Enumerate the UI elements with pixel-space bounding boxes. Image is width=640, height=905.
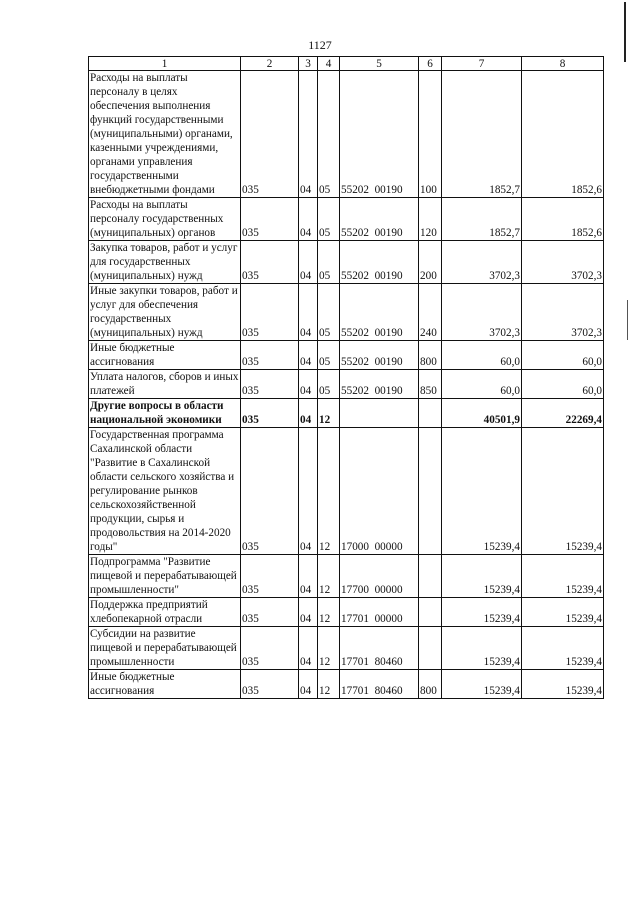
amount-cell: 60,0 <box>442 370 522 399</box>
expense-type-cell <box>419 555 442 598</box>
expense-type-cell <box>419 399 442 428</box>
column-header: 2 <box>241 57 299 71</box>
row-name-cell: Расходы на выплаты персоналу государственных (муниципальных) органов <box>89 198 241 241</box>
table-row <box>89 555 604 598</box>
section-code-cell: 04 <box>299 71 318 198</box>
table-row <box>89 627 604 670</box>
expense-type-cell: 100 <box>419 71 442 198</box>
table-row <box>89 428 604 555</box>
scan-edge-mark <box>627 300 628 340</box>
column-header: 6 <box>419 57 442 71</box>
section-code-cell: 04 <box>299 627 318 670</box>
program-code-cell: 55202 00190 <box>340 241 419 284</box>
row-name-cell: Иные бюджетные ассигнования <box>89 670 241 699</box>
amount-cell: 15239,4 <box>522 428 604 555</box>
expense-type-cell <box>419 598 442 627</box>
amount-cell: 3702,3 <box>442 284 522 341</box>
row-name-cell: Закупка товаров, работ и услуг для государственных (муниципальных) нужд <box>89 241 241 284</box>
expense-type-cell <box>419 428 442 555</box>
expense-type-cell: 800 <box>419 670 442 699</box>
amount-cell: 1852,6 <box>522 198 604 241</box>
column-header: 1 <box>89 57 241 71</box>
amount-cell: 40501,9 <box>442 399 522 428</box>
section-code-cell: 04 <box>299 284 318 341</box>
amount-cell: 15239,4 <box>442 428 522 555</box>
subsection-code-cell: 12 <box>318 555 340 598</box>
subsection-code-cell: 05 <box>318 370 340 399</box>
table-row <box>89 241 604 284</box>
page-number: 1127 <box>308 38 332 52</box>
amount-cell: 15239,4 <box>442 598 522 627</box>
budget-table <box>88 56 604 699</box>
section-code-cell: 04 <box>299 399 318 428</box>
ministry-code-cell: 035 <box>241 627 299 670</box>
table-row <box>89 670 604 699</box>
subsection-code-cell: 05 <box>318 198 340 241</box>
section-code-cell: 04 <box>299 598 318 627</box>
table-row <box>89 284 604 341</box>
expense-type-cell: 800 <box>419 341 442 370</box>
amount-cell: 3702,3 <box>442 241 522 284</box>
subsection-code-cell: 05 <box>318 241 340 284</box>
subsection-code-cell: 05 <box>318 284 340 341</box>
table-row <box>89 598 604 627</box>
program-code-cell: 55202 00190 <box>340 198 419 241</box>
subsection-code-cell: 05 <box>318 341 340 370</box>
subsection-code-cell: 12 <box>318 670 340 699</box>
amount-cell: 15239,4 <box>522 598 604 627</box>
ministry-code-cell: 035 <box>241 370 299 399</box>
ministry-code-cell: 035 <box>241 284 299 341</box>
amount-cell: 60,0 <box>442 341 522 370</box>
amount-cell: 3702,3 <box>522 284 604 341</box>
ministry-code-cell: 035 <box>241 555 299 598</box>
ministry-code-cell: 035 <box>241 670 299 699</box>
subsection-code-cell: 12 <box>318 598 340 627</box>
program-code-cell: 17701 80460 <box>340 627 419 670</box>
section-code-cell: 04 <box>299 555 318 598</box>
row-name-cell: Подпрограмма "Развитие пищевой и перерабатывающей промышленности" <box>89 555 241 598</box>
subsection-code-cell: 12 <box>318 428 340 555</box>
ministry-code-cell: 035 <box>241 428 299 555</box>
program-code-cell: 55202 00190 <box>340 370 419 399</box>
amount-cell: 60,0 <box>522 341 604 370</box>
amount-cell: 15239,4 <box>442 627 522 670</box>
program-code-cell: 55202 00190 <box>340 71 419 198</box>
amount-cell: 22269,4 <box>522 399 604 428</box>
row-name-cell: Иные закупки товаров, работ и услуг для обеспечения государственных (муниципальных) нужд <box>89 284 241 341</box>
expense-type-cell: 850 <box>419 370 442 399</box>
amount-cell: 15239,4 <box>522 627 604 670</box>
program-code-cell <box>340 399 419 428</box>
table-row <box>89 198 604 241</box>
amount-cell: 15239,4 <box>522 670 604 699</box>
expense-type-cell <box>419 627 442 670</box>
amount-cell: 1852,7 <box>442 71 522 198</box>
amount-cell: 60,0 <box>522 370 604 399</box>
expense-type-cell: 200 <box>419 241 442 284</box>
column-header: 5 <box>340 57 419 71</box>
program-code-cell: 55202 00190 <box>340 284 419 341</box>
section-code-cell: 04 <box>299 370 318 399</box>
subsection-code-cell: 05 <box>318 71 340 198</box>
program-code-cell: 17700 00000 <box>340 555 419 598</box>
amount-cell: 15239,4 <box>442 670 522 699</box>
section-code-cell: 04 <box>299 241 318 284</box>
row-name-cell: Уплата налогов, сборов и иных платежей <box>90 371 239 397</box>
amount-cell: 3702,3 <box>522 241 604 284</box>
section-code-cell: 04 <box>299 198 318 241</box>
table-row <box>89 341 604 370</box>
ministry-code-cell: 035 <box>241 71 299 198</box>
program-code-cell: 17701 80460 <box>340 670 419 699</box>
ministry-code-cell: 035 <box>241 198 299 241</box>
table-row <box>89 399 604 428</box>
table-body <box>89 71 604 699</box>
row-name-cell: Другие вопросы в области национальной экономики <box>89 399 241 428</box>
section-code-cell: 04 <box>299 341 318 370</box>
subsection-code-cell: 12 <box>318 399 340 428</box>
amount-cell: 15239,4 <box>522 555 604 598</box>
ministry-code-cell: 035 <box>241 341 299 370</box>
subsection-code-cell: 12 <box>318 627 340 670</box>
program-code-cell: 17000 00000 <box>340 428 419 555</box>
column-header: 3 <box>299 57 318 71</box>
row-name-cell: Расходы на выплаты персоналу в целях обеспечения выполнения функций государственными (муниципальными) органами, казенными учреждениями, органами управления государственными внебюджетными фондами <box>89 71 241 198</box>
expense-type-cell: 120 <box>419 198 442 241</box>
column-header: 8 <box>522 57 604 71</box>
amount-cell: 15239,4 <box>442 555 522 598</box>
column-header: 4 <box>318 57 340 71</box>
ministry-code-cell: 035 <box>241 399 299 428</box>
row-name-cell: Поддержка предприятий хлебопекарной отрасли <box>89 598 241 627</box>
program-code-cell: 55202 00190 <box>340 341 419 370</box>
row-name-cell: Субсидии на развитие пищевой и перерабатывающей промышленности <box>89 627 241 670</box>
table-row <box>89 370 604 399</box>
ministry-code-cell: 035 <box>241 241 299 284</box>
header-row <box>89 57 604 71</box>
row-name-cell: Иные бюджетные ассигнования <box>89 341 241 370</box>
amount-cell: 1852,6 <box>522 71 604 198</box>
expense-type-cell: 240 <box>419 284 442 341</box>
section-code-cell: 04 <box>299 670 318 699</box>
ministry-code-cell: 035 <box>241 598 299 627</box>
column-header: 7 <box>442 57 522 71</box>
row-name-cell: Государственная программа Сахалинской области "Развитие в Сахалинской области сельского хозяйства и регулирование рынков сельскохозяйственной продукции, сырья и продовольствия на 2014-2020 годы" <box>89 428 241 555</box>
scan-edge-mark <box>624 2 626 62</box>
program-code-cell: 17701 00000 <box>340 598 419 627</box>
amount-cell: 1852,7 <box>442 198 522 241</box>
table-row <box>89 71 604 198</box>
section-code-cell: 04 <box>299 428 318 555</box>
